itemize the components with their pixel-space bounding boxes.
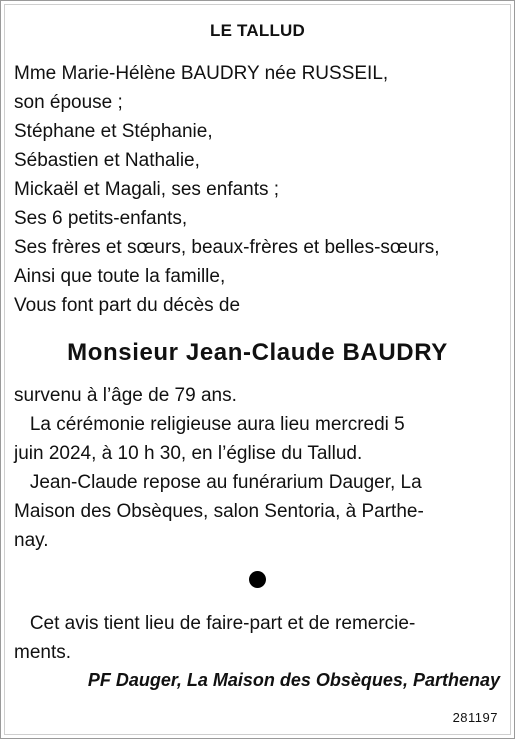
closing-line: Cet avis tient lieu de faire-part et de remercie-: [14, 613, 416, 634]
family-line: Ses frères et sœurs, beaux-frères et belles-sœurs,: [14, 237, 440, 258]
closing-line: ments.: [14, 642, 72, 663]
family-line: Mme Marie-Hélène BAUDRY née RUSSEIL,: [14, 63, 389, 84]
body-line: nay.: [14, 530, 49, 551]
body-line: La cérémonie religieuse aura lieu mercredi 5: [14, 414, 405, 435]
body-line: Maison des Obsèques, salon Sentoria, à Parthe-: [14, 501, 424, 522]
family-line: Ainsi que toute la famille,: [14, 266, 226, 287]
family-line: son épouse ;: [14, 92, 123, 113]
body-line: survenu à l’âge de 79 ans.: [14, 385, 237, 406]
reference-code: 281197: [452, 710, 498, 725]
separator-bullet: [249, 571, 266, 588]
notice-location-heading: LE TALLUD: [210, 21, 305, 40]
body-line: Jean-Claude repose au funérarium Dauger, La: [14, 472, 422, 493]
deceased-name: Monsieur Jean-Claude BAUDRY: [67, 339, 448, 366]
family-line: Mickaël et Magali, ses enfants ;: [14, 179, 280, 200]
body-line: juin 2024, à 10 h 30, en l’église du Tallud.: [14, 443, 363, 464]
family-line: Stéphane et Stéphanie,: [14, 121, 213, 142]
family-line: Sébastien et Nathalie,: [14, 150, 200, 171]
funeral-home-signature: PF Dauger, La Maison des Obsèques, Parthenay: [87, 670, 500, 690]
family-line: Ses 6 petits-enfants,: [14, 208, 188, 229]
family-line: Vous font part du décès de: [14, 295, 241, 316]
